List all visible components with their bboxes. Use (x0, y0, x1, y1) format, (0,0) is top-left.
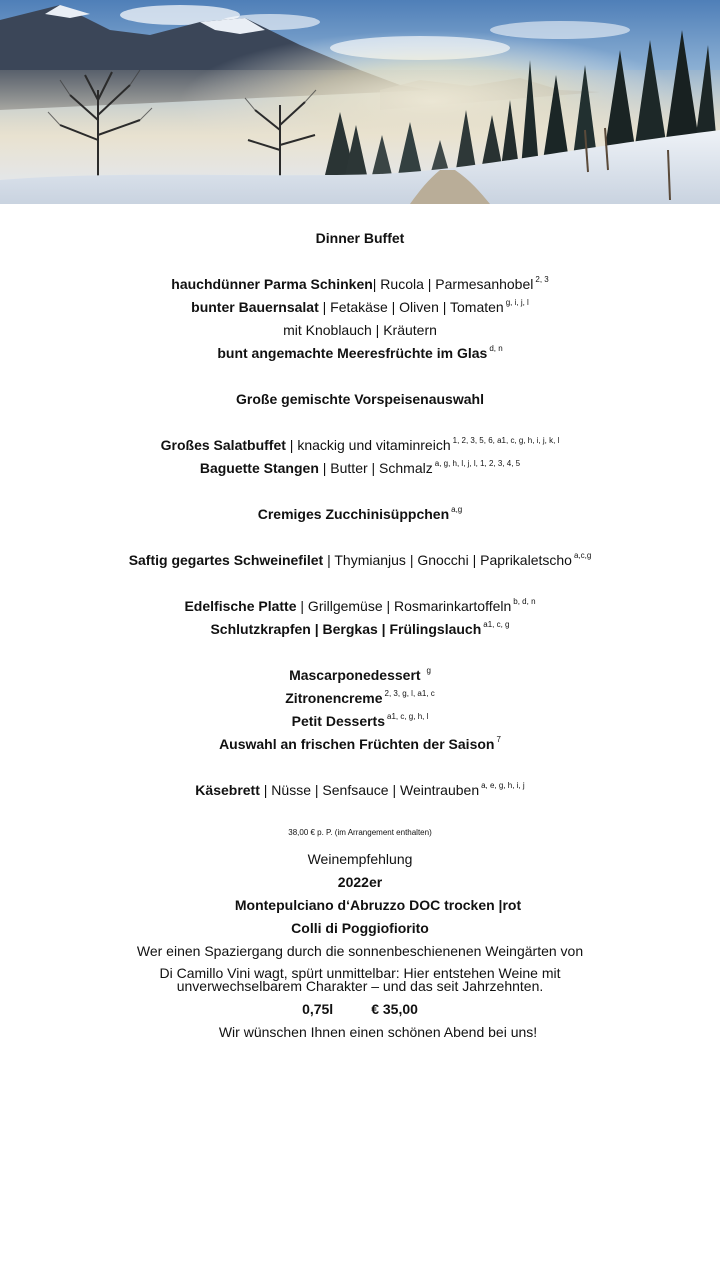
menu-item-farmers-salad (0, 298, 720, 316)
item-name: Edelfische Platte (184, 598, 297, 614)
allergen-codes: 7 (496, 735, 501, 744)
wine-description-line-2: Di Camillo Vini wagt, spürt unmittelbar: Hier entstehen Weine mit (159, 965, 561, 981)
menu-title: Dinner Buffet (315, 230, 405, 246)
item-description: | Butter | Schmalz (318, 460, 433, 476)
item-name: Petit Desserts (291, 713, 386, 729)
allergen-codes: a,c,g (573, 551, 592, 560)
allergen-codes: g, i, j, l (505, 298, 529, 307)
allergen-codes: b, d, n (513, 597, 536, 606)
item-name: Zitronencreme (285, 690, 383, 706)
item-name: bunter Bauernsalat (191, 299, 319, 315)
item-description: | Fetakäse | Oliven | Tomaten (318, 299, 504, 315)
menu-item-lemon-cream (0, 689, 720, 707)
wine-description-line-1: Wer einen Spaziergang durch die sonnenbeschienenen Weingärten von (136, 943, 584, 959)
allergen-codes: a1, c, g (483, 620, 510, 629)
allergen-codes: a, e, g, h, i, j (481, 781, 525, 790)
item-name: Cremiges Zucchinisüppchen (257, 506, 450, 522)
allergen-codes: a1, c, g, h, l (387, 712, 429, 721)
closing-message: Wir wünschen Ihnen einen schönen Abend bei uns! (218, 1024, 538, 1040)
item-description: | Grillgemüse | Rosmarinkartoffeln (296, 598, 512, 614)
allergen-codes: g (426, 666, 431, 675)
item-description: | Nüsse | Senfsauce | Weintrauben (259, 782, 480, 798)
allergen-codes: a,g (451, 505, 463, 514)
wine-heading: Weinempfehlung (307, 851, 413, 867)
item-name: Käsebrett (195, 782, 260, 798)
item-description: | Rucola | Parmesanhobel (372, 276, 534, 292)
menu-item-farmers-salad-continued: mit Knoblauch | Kräutern (283, 322, 437, 338)
menu-item-seafood (0, 344, 720, 362)
menu-item-schlutzkrapfen (0, 620, 720, 638)
menu-item-pork-fillet (0, 551, 720, 569)
wine-price: € 35,00 (371, 1001, 418, 1017)
winter-landscape-image (0, 0, 720, 204)
menu-item-mascarpone (0, 666, 720, 684)
item-name: hauchdünner Parma Schinken (171, 276, 373, 292)
wine-producer: Colli di Poggiofiorito (291, 920, 429, 936)
item-name: Schlutzkrapfen | Bergkas | Frülingslauch (210, 621, 482, 637)
menu-item-petit-desserts (0, 712, 720, 730)
item-name: Auswahl an frischen Früchten der Saison (219, 736, 495, 752)
item-description: | knackig und vitaminreich (285, 437, 451, 453)
item-description: | Thymianjus | Gnocchi | Paprikaletscho (323, 552, 572, 568)
menu-item-soup (0, 505, 720, 523)
menu-item-parma-ham (0, 275, 720, 293)
item-name: Baguette Stangen (199, 460, 319, 476)
wine-year: 2022er (337, 874, 383, 890)
wine-price-row (0, 1000, 720, 1018)
wine-volume: 0,75l (302, 1001, 334, 1017)
wine-description-line-3: unverwechselbarem Charakter – und das seit Jahrzehnten. (176, 978, 544, 994)
menu-item-fruits (0, 735, 720, 753)
menu-item-fish-platter (0, 597, 720, 615)
allergen-codes: 2, 3, g, l, a1, c (384, 689, 435, 698)
wine-name: Montepulciano d‘Abruzzo DOC trocken |rot (234, 897, 522, 913)
menu-item-baguette (0, 459, 720, 477)
allergen-codes: 2, 3 (535, 275, 549, 284)
allergen-codes: d, n (489, 344, 503, 353)
item-name: Großes Salatbuffet (160, 437, 286, 453)
buffet-price: 38,00 € p. P. (im Arrangement enthalten) (288, 828, 432, 837)
item-name: Mascarponedessert (289, 667, 421, 683)
menu-item-cheese-board (0, 781, 720, 799)
item-name: bunt angemachte Meeresfrüchte im Glas (217, 345, 488, 361)
allergen-codes: a, g, h, l, j, l, 1, 2, 3, 4, 5 (434, 459, 521, 468)
allergen-codes: 1, 2, 3, 5, 6, a1, c, g, h, i, j, k, l (452, 436, 560, 445)
item-name: Saftig gegartes Schweinefilet (128, 552, 324, 568)
menu-item-salad-buffet (0, 436, 720, 454)
starter-section-title: Große gemischte Vorspeisenauswahl (236, 391, 484, 407)
